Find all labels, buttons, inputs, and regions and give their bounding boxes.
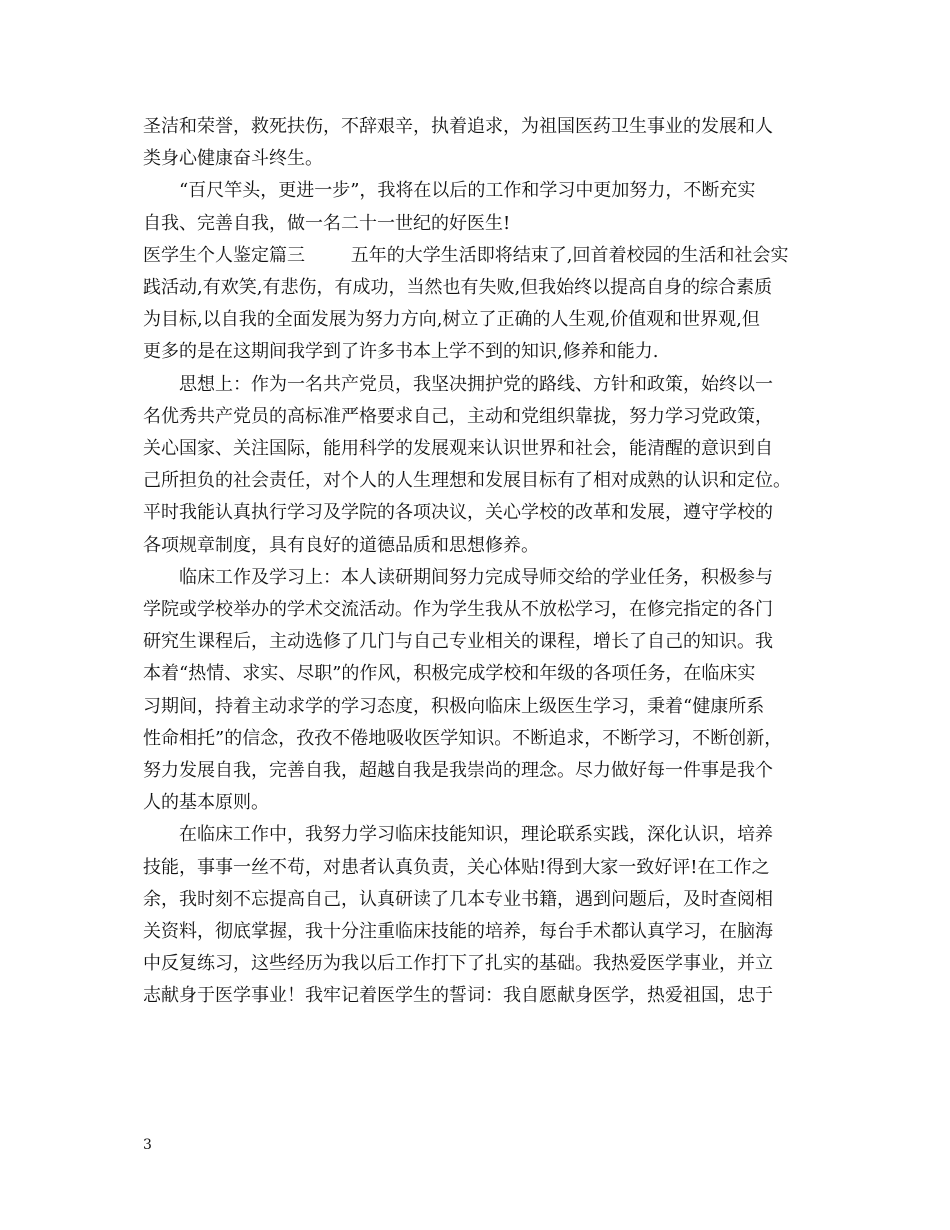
document-body <box>143 111 815 1013</box>
text-line: 关心国家、关注国际，能用科学的发展观来认识世界和社会，能清醒的意识到自 <box>143 438 773 460</box>
paragraph-3 <box>143 240 815 369</box>
text-line: 中反复练习，这些经历为我以后工作打下了扎实的基础。我热爱医学事业，并立 <box>143 953 773 975</box>
paragraph-4 <box>143 369 815 562</box>
text-line: 自我、完善自我，做一名二十一世纪的好医生! <box>143 212 511 234</box>
text-line: 本着“热情、求实、尽职”的作风，积极完成学校和年级的各项任务，在临床实 <box>143 663 756 685</box>
text-line: 类身心健康奋斗终生。 <box>143 148 323 170</box>
paragraph-5 <box>143 562 815 820</box>
text-line: 圣洁和荣誉，救死扶伤，不辞艰辛，执着追求，为祖国医药卫生事业的发展和人 <box>143 116 773 137</box>
text-line: 思想上：作为一名共产党员，我坚决拥护党的路线、方针和政策，始终以一 <box>179 373 773 395</box>
text-line: 志献身于医学事业！我牢记着医学生的誓词：我自愿献身医学，热爱祖国，忠于 <box>143 985 773 1007</box>
text-line: 为目标,以自我的全面发展为努力方向,树立了正确的人生观,价值观和世界观,但 <box>143 309 760 331</box>
text-line: 技能，事事一丝不苟，对患者认真负责，关心体贴!得到大家一致好评!在工作之 <box>143 856 770 878</box>
text-line: 临床工作及学习上：本人读研期间努力完成导师交给的学业任务，积极参与 <box>179 566 773 588</box>
text-line: 人的基本原则。 <box>143 792 269 814</box>
text-line: 各项规章制度，具有良好的道德品质和思想修养。 <box>143 534 539 556</box>
page-number: 3 <box>143 1137 152 1153</box>
text-line: 学院或学校举办的学术交流活动。作为学生我从不放松学习，在修完指定的各门 <box>143 599 773 621</box>
text-line: 关资料，彻底掌握，我十分注重临床技能的培养，每台手术都认真学习，在脑海 <box>143 921 773 943</box>
text-line: 平时我能认真执行学习及学院的各项决议，关心学校的改革和发展，遵守学校的 <box>143 502 773 524</box>
text-line: 己所担负的社会责任，对个人的人生理想和发展目标有了相对成熟的认识和定位。 <box>143 470 791 492</box>
text-line: 更多的是在这期间我学到了许多书本上学不到的知识,修养和能力. <box>143 341 659 363</box>
text-line: 余，我时刻不忘提高自己，认真研读了几本专业书籍，遇到问题后，及时查阅相 <box>143 888 773 910</box>
text-line: 践活动,有欢笑,有悲伤，有成功，当然也有失败,但我始终以提高自身的综合素质 <box>143 277 773 299</box>
section-title-line: 医学生个人鉴定篇三 五年的大学生活即将结束了,回首着校园的生活和社会实 <box>143 244 789 266</box>
text-line: 在临床工作中，我努力学习临床技能知识，理论联系实践，深化认识，培养 <box>179 824 773 846</box>
paragraph-6 <box>143 819 815 1012</box>
text-line: 努力发展自我，完善自我，超越自我是我崇尚的理念。尽力做好每一件事是我个 <box>143 760 773 782</box>
text-line: 习期间，持着主动求学的学习态度，积极向临床上级医生学习，秉着“健康所系 <box>143 695 765 717</box>
text-line: 名优秀共产党员的高标准严格要求自己，主动和党组织靠拢，努力学习党政策， <box>143 405 773 427</box>
paragraph-2 <box>143 175 815 239</box>
text-line: 性命相托”的信念，孜孜不倦地吸收医学知识。不断追求，不断学习，不断创新， <box>143 727 783 749</box>
text-line: “百尺竿头，更进一步”，我将在以后的工作和学习中更加努力，不断充实 <box>179 180 756 202</box>
paragraph-1 <box>143 111 815 175</box>
text-line: 研究生课程后，主动选修了几门与自己专业相关的课程，增长了自己的知识。我 <box>143 631 773 653</box>
